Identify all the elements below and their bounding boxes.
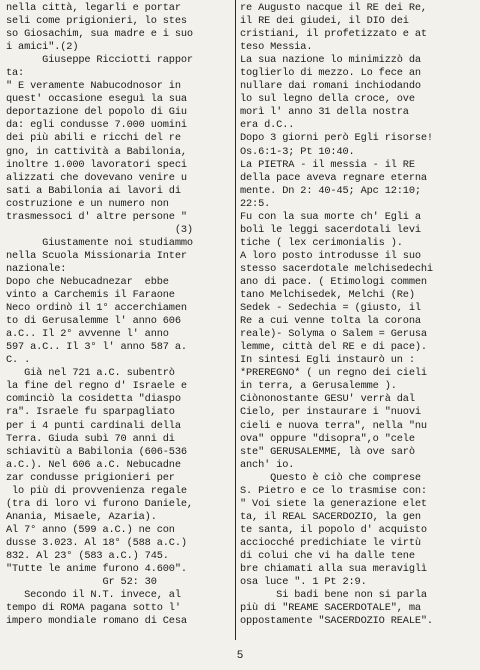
text-line: Gr 52: 30 <box>6 576 157 589</box>
text-line: bolì le leggi sacerdotali levi <box>240 223 421 236</box>
text-line: te santa, il popolo d' acquisto <box>240 523 427 536</box>
text-line: a.C.. Il 2° avvenne l' anno <box>6 328 169 341</box>
text-line: C. . <box>6 354 31 367</box>
text-line: acciocché predichiate le virtù <box>240 536 421 549</box>
text-line: "Tutte le anime furono 4.600". <box>6 563 187 576</box>
text-line: della pace aveva regnare eterna <box>240 171 427 184</box>
text-line: tano Melchisedek, Melchi (Re) <box>240 289 415 302</box>
text-line: nullare dai romani inchiodando <box>240 80 421 93</box>
text-line: reale)- Solyma o Salem = Gerusa <box>240 328 427 341</box>
text-line: *PREREGNO* ( un regno dei cieli <box>240 367 427 380</box>
text-line: quest' occasione eseguì la sua <box>6 93 187 106</box>
text-line: ova" oppure "disopra",o "cele <box>240 432 415 445</box>
text-line: di colui che vi ha dalle tene <box>240 549 415 562</box>
text-line: più di "REAME SACERDOTALE", ma <box>240 602 421 615</box>
text-line: deportazione del popolo di Giu <box>6 106 187 119</box>
text-line: In sintesi Egli instaurò un : <box>240 354 415 367</box>
text-line: dei più abili e ricchi del re <box>6 132 181 145</box>
text-line: anch' io. <box>240 458 295 471</box>
text-line: (3) <box>6 223 193 236</box>
text-line: teso Messia. <box>240 41 313 54</box>
text-line: impero mondiale romano di Cesa <box>6 615 187 628</box>
text-line: lo più di provvenienza regale <box>6 484 187 497</box>
right-text-column <box>240 2 476 628</box>
text-line: ta, il REAL SACERDOZIO, la gen <box>240 510 421 523</box>
text-line: La PIETRA - il messia - il RE <box>240 158 415 171</box>
text-line: ano di pace. ( Etimologi commen <box>240 275 427 288</box>
text-line: seli come prigionieri, lo stes <box>6 15 187 28</box>
text-line: zar condusse prigionieri per <box>6 471 175 484</box>
text-line: Giustamente noi studiammo <box>6 236 193 249</box>
text-line: S. Pietro e ce lo trasmise con: <box>240 484 427 497</box>
text-line: Al 7° anno (599 a.C.) ne con <box>6 523 175 536</box>
text-line: A loro posto introdusse il suo <box>240 249 421 262</box>
page-number: 5 <box>236 650 244 662</box>
text-line: il RE dei giudei, il DIO dei <box>240 15 409 28</box>
text-line: a.C.). Nel 606 a.C. Nebucadne <box>6 458 181 471</box>
text-line: (tra di loro vi furono Daniele, <box>6 497 193 510</box>
text-line: Già nel 721 a.C. subentrò <box>6 367 175 380</box>
text-line: tempo di ROMA pagana sotto l' <box>6 602 181 615</box>
text-line: inoltre 1.000 lavoratori speci <box>6 158 187 171</box>
text-line: Sedek - Sedechia = (giusto, il <box>240 302 421 315</box>
text-line: 22:5. <box>240 197 271 210</box>
text-line: Ciònonostante GESU' verrà dal <box>240 393 415 406</box>
column-divider <box>235 0 236 640</box>
text-line: Terra. Giuda subì 70 anni di <box>6 432 175 445</box>
text-line: morì l' anno 31 della nostra <box>240 106 409 119</box>
text-line: la fine del regno d' Israele e <box>6 380 187 393</box>
text-line: Giuseppe Ricciotti rappor <box>6 54 193 67</box>
text-line: so Giosachim, sua madre e i suo <box>6 28 193 41</box>
text-line: da: egli condusse 7.000 uomini <box>6 119 187 132</box>
text-line: to di Gerusalemme l' anno 606 <box>6 315 181 328</box>
text-line: ta: <box>6 67 25 80</box>
text-line: i amici".(2) <box>6 41 79 54</box>
text-line: cristiani, il profetizzato e at <box>240 28 427 41</box>
text-line: costruzione e un numero non <box>6 197 169 210</box>
text-line: Si badi bene non si parla <box>240 589 427 602</box>
text-line: re Augusto nacque il RE dei Re, <box>240 2 427 14</box>
text-line: gno, in cattività a Babilonia, <box>6 145 187 158</box>
text-line: mente. Dn 2: 40-45; Apc 12:10; <box>240 184 421 197</box>
text-line: Dopo 3 giorni però Egli risorse! <box>240 132 433 145</box>
text-line: 832. Al 23° (583 a.C.) 745. <box>6 549 169 562</box>
text-line: Fu con la sua morte ch' Egli a <box>240 210 421 223</box>
text-line: tiche ( lex cerimonialis ). <box>240 236 403 249</box>
text-line: in terra, a Gerusalemme ). <box>240 380 397 393</box>
text-line: " Voi siete la generazione elet <box>240 497 427 510</box>
text-line: lo sul legno della croce, ove <box>240 93 415 106</box>
text-line: dusse 3.023. Al 18° (588 a.C.) <box>6 536 187 549</box>
text-line: Cielo, per instaurare i "nuovi <box>240 406 421 419</box>
text-line: trasmessoci d' altre persone " <box>6 210 187 223</box>
text-line: cominciò la cosidetta "diaspo <box>6 393 181 406</box>
text-line: " E veramente Nabucodnosor in <box>6 80 181 93</box>
text-line: Questo è ciò che comprese <box>240 471 421 484</box>
text-line: sati a Babilonia ai lavori di <box>6 184 181 197</box>
text-line: Dopo che Nebucadnezar ebbe <box>6 275 169 288</box>
text-line: oppostamente "SACERDOZIO REALE". <box>240 615 433 628</box>
text-line: Re a cui venne tolta la corona <box>240 315 421 328</box>
text-line: vinto a Carchemis il Faraone <box>6 289 175 302</box>
text-line: La sua nazione lo minimizzò da <box>240 54 421 67</box>
text-line: bre chiamati alla sua meraviglì <box>240 563 427 576</box>
text-line: osa luce ". 1 Pt 2:9. <box>240 576 367 589</box>
text-line: alizzati che dovevano venire u <box>6 171 187 184</box>
text-line: toglierlo di mezzo. Lo fece an <box>240 67 421 80</box>
left-text-column <box>6 2 232 628</box>
text-line: Neco ordinò il 1° accerchiamen <box>6 302 187 315</box>
text-line: cieli e nuova terra", nella "nu <box>240 419 427 432</box>
text-line: 597 a.C.. Il 3° l' anno 587 a. <box>6 341 187 354</box>
text-line: stesso sacerdotale melchisedechi <box>240 262 433 275</box>
text-line: schiavitù a Babilonia (606-536 <box>6 445 187 458</box>
text-line: Anania, Misaele, Azaria). <box>6 510 157 523</box>
text-line: nella Scuola Missionaria Inter <box>6 249 187 262</box>
text-line: nazionale: <box>6 262 67 275</box>
text-line: era d.C.. <box>240 119 295 132</box>
text-line: nella città, legarli e portar <box>6 2 181 14</box>
text-line: ste" GERUSALEMME, là ove sarò <box>240 445 415 458</box>
text-line: Secondo il N.T. invece, al <box>6 589 181 602</box>
text-line: ra". Israele fu sparpagliato <box>6 406 175 419</box>
text-line: per i 4 punti cardinali della <box>6 419 181 432</box>
text-line: lemme, città del RE e di pace). <box>240 341 427 354</box>
text-line: Os.6:1-3; Pt 10:40. <box>240 145 355 158</box>
